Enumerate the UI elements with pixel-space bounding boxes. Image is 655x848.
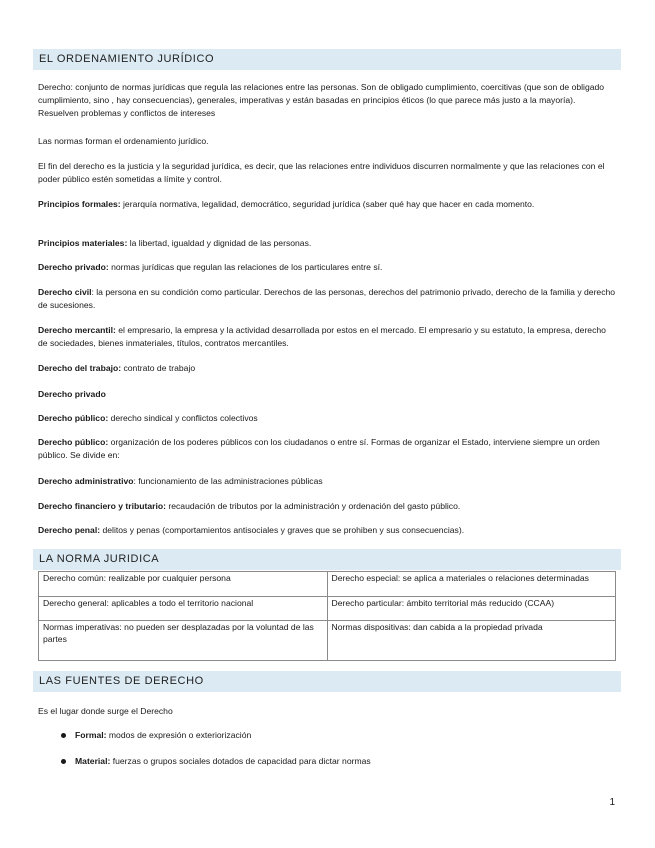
paragraph-fin: El fin del derecho es la justicia y la seguridad jurídica, es decir, que las relaciones entre individuos discurren normalmente y que las relaciones con el poder público estén sometidas a límite y control.: [38, 161, 605, 184]
term: Principios formales:: [38, 199, 121, 209]
item-derecho-mercantil: [38, 324, 616, 350]
definition: fuerzas o grupos sociales dotados de capacidad para dictar normas: [110, 756, 371, 766]
item-derecho-publico-2: [38, 436, 616, 462]
item-derecho-penal: [38, 524, 616, 537]
definition: el empresario, la empresa y la actividad desarrollada por estos en el mercado. El empresario y su estatuto, la empresa, derecho de sociedades, bienes inmateriales, títulos, contratos mercantiles.: [38, 325, 606, 348]
fuentes-list: [33, 729, 615, 767]
definition: normas jurídicas que regulan las relaciones de los particulares entre sí.: [108, 262, 383, 272]
definition: jerarquía normativa, legalidad, democrático, seguridad jurídica (saber qué hay que hacer en cada momento.: [120, 199, 535, 209]
table-row: [39, 572, 616, 597]
term: Derecho civil: [38, 287, 92, 297]
table-cell: Derecho general: aplicables a todo el territorio nacional: [39, 597, 328, 621]
item-derecho-privado: [38, 261, 616, 274]
page-number: 1: [609, 797, 615, 808]
definition: la libertad, igualdad y dignidad de las personas.: [127, 238, 312, 248]
term: Derecho privado: [38, 389, 106, 399]
term: Derecho mercantil:: [38, 325, 116, 335]
section-heading-fuentes: LAS FUENTES DE DERECHO: [33, 671, 621, 692]
paragraph-fuentes-intro: Es el lugar donde surge el Derecho: [38, 706, 173, 716]
table-cell: Normas imperativas: no pueden ser desplazadas por la voluntad de las partes: [39, 621, 328, 661]
table-cell: Normas dispositivas: dan cabida a la propiedad privada: [327, 621, 616, 661]
definition: delitos y penas (comportamientos antisociales y graves que se prohiben y sus consecuencias).: [100, 525, 465, 535]
item-derecho-publico: [38, 412, 616, 425]
paragraph-derecho: Derecho: conjunto de normas jurídicas que regula las relaciones entre las personas. Son de obligado cumplimiento, coercitivas (que son de obligado cumplimiento, sino , hay consecuencias), generales, imperativas y están basadas en principios éticos (lo que parece más justo a la mayoría). Resuelven problemas y conflictos de intereses: [38, 82, 605, 118]
table-cell: Derecho especial: se aplica a materiales o relaciones determinadas: [327, 572, 616, 597]
table-row: [39, 597, 616, 621]
table-row: [39, 621, 616, 661]
term: Material:: [75, 756, 111, 766]
term: Derecho del trabajo:: [38, 363, 122, 373]
definition: organización de los poderes públicos con los ciudadanos o entre sí. Formas de organizar el Estado, interviene siempre un orden público. Se divide en:: [38, 437, 600, 460]
bullet-icon: [61, 759, 66, 764]
norma-table: [38, 571, 616, 661]
term: Derecho administrativo: [38, 476, 134, 486]
definition: recaudación de tributos por la administración y ordenación del gasto público.: [165, 501, 461, 511]
item-derecho-administrativo: [38, 475, 616, 488]
item-derecho-financiero: [38, 500, 616, 513]
definition: contrato de trabajo: [121, 363, 196, 373]
paragraph-normas: Las normas forman el ordenamiento jurídico.: [38, 136, 209, 146]
term: Derecho financiero y tributario:: [38, 501, 166, 511]
bullet-icon: [61, 733, 66, 738]
item-derecho-privado-2: [38, 388, 616, 401]
section-heading-norma: LA NORMA JURIDICA: [33, 549, 621, 570]
term: Derecho privado:: [38, 262, 109, 272]
section-heading-ordenamiento: EL ORDENAMIENTO JURÍDICO: [33, 49, 621, 70]
term: Derecho penal:: [38, 525, 101, 535]
term: Derecho público:: [38, 437, 109, 447]
definition: : la persona en su condición como particular. Derechos de las personas, derechos del patrimonio privado, derecho de la familia y derecho de sucesiones.: [38, 287, 616, 310]
table-cell: Derecho común: realizable por cualquier persona: [39, 572, 328, 597]
item-derecho-civil: [38, 286, 616, 312]
definition: : funcionamiento de las administraciones públicas: [133, 476, 323, 486]
item-principios-materiales: [38, 237, 616, 250]
term: Principios materiales:: [38, 238, 128, 248]
item-principios-formales: [38, 198, 616, 211]
list-item: [33, 755, 615, 767]
definition: modos de expresión o exteriorización: [106, 730, 252, 740]
list-item: [33, 729, 615, 741]
term: Formal:: [75, 730, 107, 740]
definition: derecho sindical y conflictos colectivos: [108, 413, 258, 423]
table-cell: Derecho particular: ámbito territorial más reducido (CCAA): [327, 597, 616, 621]
item-derecho-trabajo: [38, 362, 616, 375]
term: Derecho público:: [38, 413, 109, 423]
